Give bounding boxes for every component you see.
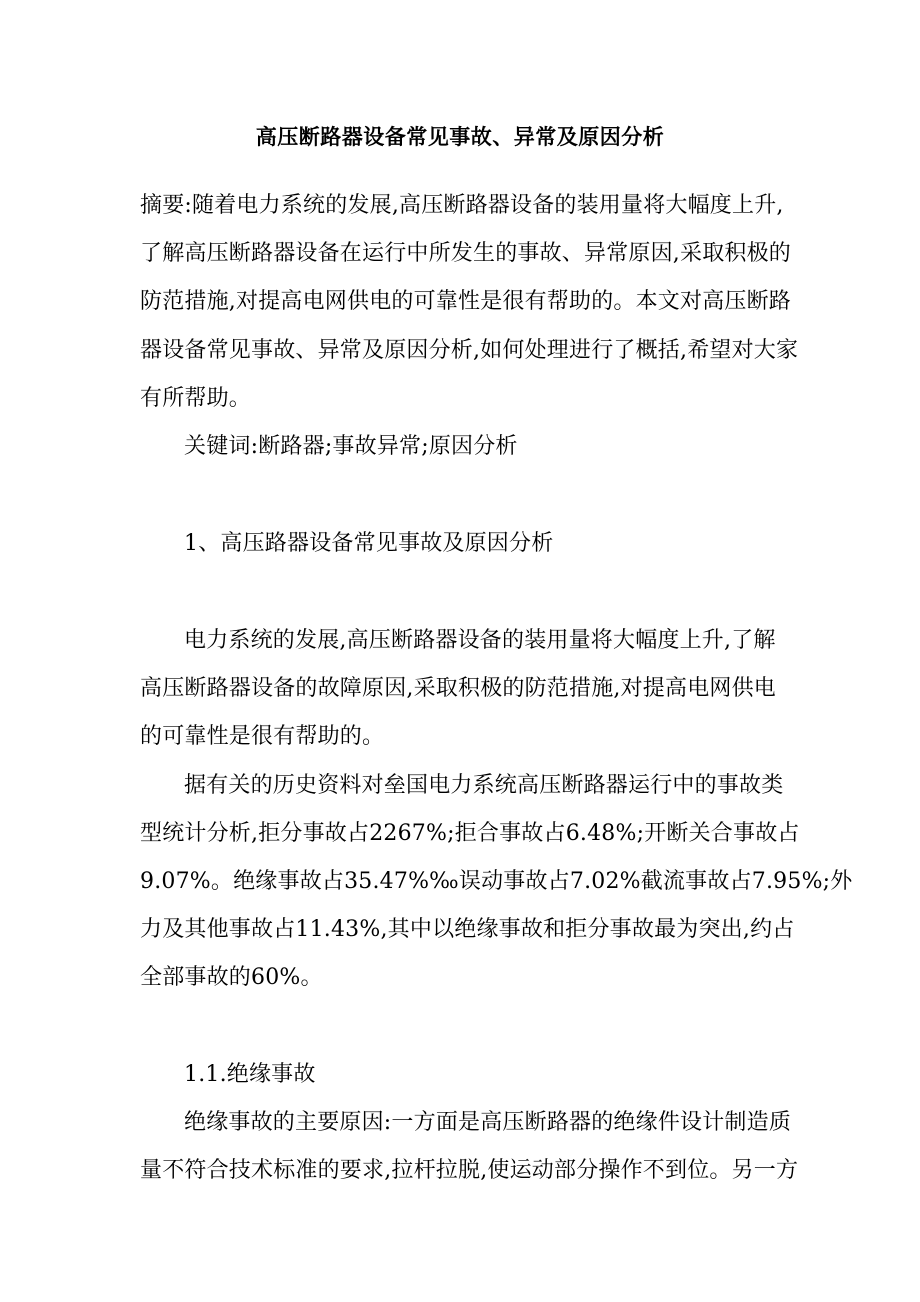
abstract-line: 有所帮助。 [140, 386, 252, 411]
section-heading: 1、高压路器设备常见事故及原因分析 [184, 531, 554, 556]
paragraph-line: 高压断路器设备的故障原因,采取积极的防范措施,对提高电网供电 [140, 676, 776, 701]
document-title: 高压断路器设备常见事故、异常及原因分析 [255, 124, 665, 149]
keywords-line: 关键词:断路器;事故异常;原因分析 [184, 434, 518, 459]
paragraph-line: 的可靠性是很有帮助的。 [140, 724, 385, 749]
paragraph-line: 量不符合技术标准的要求,拉杆拉脱,使运动部分操作不到位。另一方 [140, 1158, 799, 1183]
subsection-heading: 1.1.绝缘事故 [184, 1062, 316, 1087]
paragraph-line: 绝缘事故的主要原因:一方面是高压断路器的绝缘件设计制造质 [184, 1110, 792, 1135]
paragraph-line: 9.07%。绝缘事故占35.47%‰误动事故占7.02%截流事故占7.95%;外 [140, 869, 853, 894]
paragraph-line: 全部事故的60%。 [140, 965, 323, 990]
paragraph-line: 电力系统的发展,高压断路器设备的装用量将大幅度上升,了解 [184, 628, 776, 653]
abstract-line: 了解高压断路器设备在运行中所发生的事故、异常原因,采取积极的 [140, 241, 791, 266]
abstract-line: 器设备常见事故、异常及原因分析,如何处理进行了概括,希望对大家 [140, 338, 799, 363]
paragraph-line: 据有关的历史资料对垒国电力系统高压断路器运行中的事故类 [184, 773, 784, 798]
paragraph-line: 力及其他事故占11.43%,其中以绝缘事故和拒分事故最为突出,约占 [140, 917, 795, 942]
abstract-line: 摘要:随着电力系统的发展,高压断路器设备的装用量将大幅度上升, [140, 193, 784, 218]
abstract-line: 防范措施,对提高电网供电的可靠性是很有帮助的。本文对高压断路 [140, 289, 791, 314]
paragraph-line: 型统计分析,拒分事故占2267%;拒合事故占6.48%;开断关合事故占 [140, 821, 800, 846]
